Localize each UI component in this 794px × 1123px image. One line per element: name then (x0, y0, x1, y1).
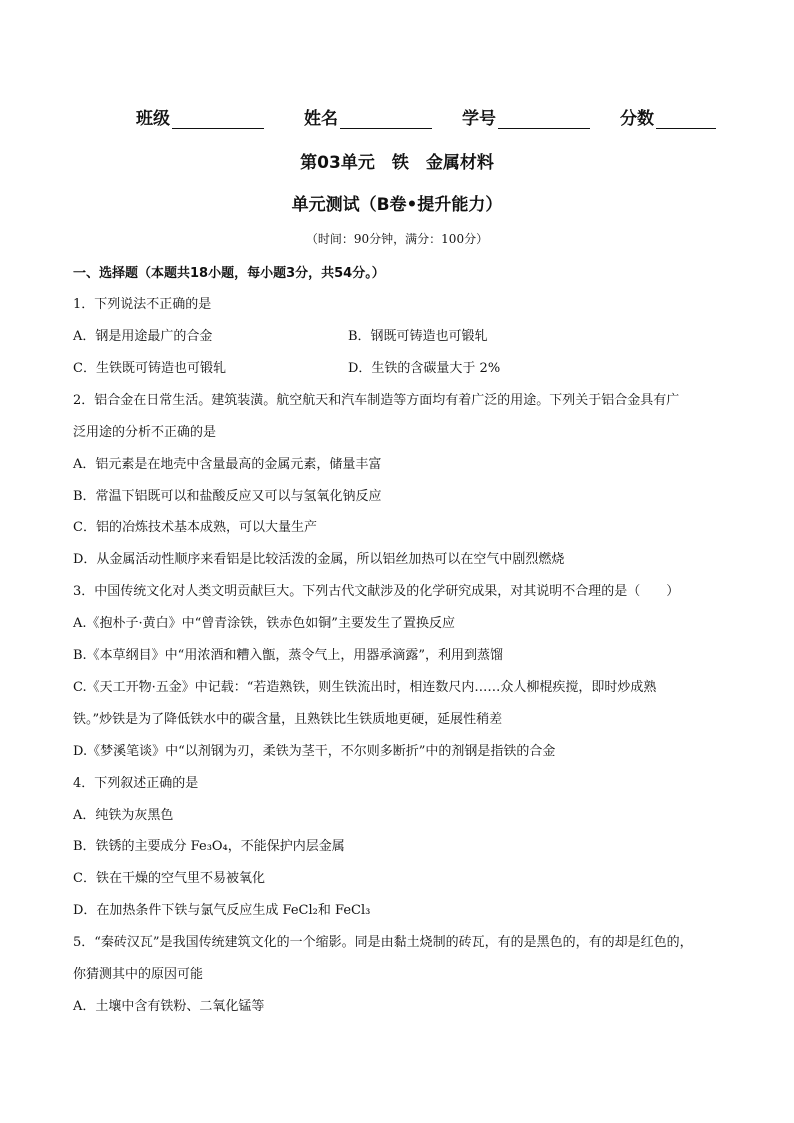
question-5-stem-cont: 你猜测其中的原因可能 (73, 967, 204, 982)
question-4-option-d: D．在加热条件下铁与氯气反应生成 FeCl₂和 FeCl₃ (73, 903, 371, 918)
question-3-option-c-cont: 铁。”炒铁是为了降低铁水中的碳含量，且熟铁比生铁质地更硬，延展性稍差 (73, 712, 503, 727)
question-1-option-d: D．生铁的含碳量大于 2% (348, 361, 501, 376)
question-2-stem-cont: 泛用途的分析不正确的是 (73, 425, 217, 440)
unit-title: 第03单元 铁 金属材料 (300, 153, 494, 173)
question-2-option-a: A．铝元素是在地壳中含量最高的金属元素，储量丰富 (73, 457, 382, 472)
class-blank (172, 108, 264, 129)
question-3-option-d: D.《梦溪笔谈》中“以剂钢为刃，柔铁为茎干，不尔则多断折”中的剂钢是指铁的合金 (73, 744, 556, 759)
question-2-option-b: B．常温下铝既可以和盐酸反应又可以与氢氧化钠反应 (73, 489, 382, 504)
question-5-stem: 5．“秦砖汉瓦”是我国传统建筑文化的一个缩影。同是由黏土烧制的砖瓦，有的是黑色的，有的却是红色的， (73, 935, 693, 950)
score-label: 分数 (620, 109, 654, 129)
question-1-option-a: A．钢是用途最广的合金 (73, 329, 213, 344)
question-1-option-c: C．生铁既可铸造也可锻轧 (73, 361, 226, 376)
name-blank (340, 108, 432, 129)
student-id-blank (498, 108, 590, 129)
student-info-header (136, 104, 736, 130)
question-3-option-b: B.《本草纲目》中“用浓酒和糟入甑，蒸令气上，用器承滴露”，利用到蒸馏 (73, 648, 503, 663)
time-score-info: （时间：90分钟，满分：100分） (305, 232, 489, 246)
question-2-option-d: D．从金属活动性顺序来看铝是比较活泼的金属，所以铝丝加热可以在空气中剧烈燃烧 (73, 552, 565, 567)
score-field (620, 104, 716, 129)
question-5-option-a: A．土壤中含有铁粉、二氧化锰等 (73, 999, 265, 1014)
name-field (304, 104, 432, 129)
section-heading: 一、选择题（本题共18小题，每小题3分，共54分。） (73, 266, 385, 281)
question-1-option-b: B．钢既可铸造也可锻轧 (348, 329, 488, 344)
test-subtitle: 单元测试（B卷•提升能力） (291, 195, 503, 215)
question-4-stem: 4．下列叙述正确的是 (73, 776, 199, 791)
class-label: 班级 (136, 109, 170, 129)
question-4-option-b: B．铁锈的主要成分 Fe₃O₄，不能保护内层金属 (73, 839, 345, 854)
class-field (136, 104, 264, 129)
question-3-option-a: A.《抱朴子·黄白》中“曾青涂铁，铁赤色如铜”主要发生了置换反应 (73, 616, 455, 631)
question-2-stem: 2．铝合金在日常生活。建筑装潢。航空航天和汽车制造等方面均有着广泛的用途。下列关于铝合金具有广 (73, 393, 680, 408)
question-2-option-c: C．铝的冶炼技术基本成熟，可以大量生产 (73, 520, 317, 535)
score-blank (656, 108, 716, 129)
student-id-field (462, 104, 590, 129)
question-1-stem: 1．下列说法不正确的是 (73, 297, 212, 312)
question-3-option-c: C.《天工开物·五金》中记载：“若造熟铁，则生铁流出时，相连数尺内……众人柳棍疾搅，即时炒成熟 (73, 680, 657, 695)
question-4-option-a: A．纯铁为灰黑色 (73, 808, 174, 823)
student-id-label: 学号 (462, 109, 496, 129)
question-4-option-c: C．铁在干燥的空气里不易被氧化 (73, 871, 265, 886)
question-3-stem: 3．中国传统文化对人类文明贡献巨大。下列古代文献涉及的化学研究成果，对其说明不合理的是（ ） (73, 584, 680, 599)
name-label: 姓名 (304, 109, 338, 129)
